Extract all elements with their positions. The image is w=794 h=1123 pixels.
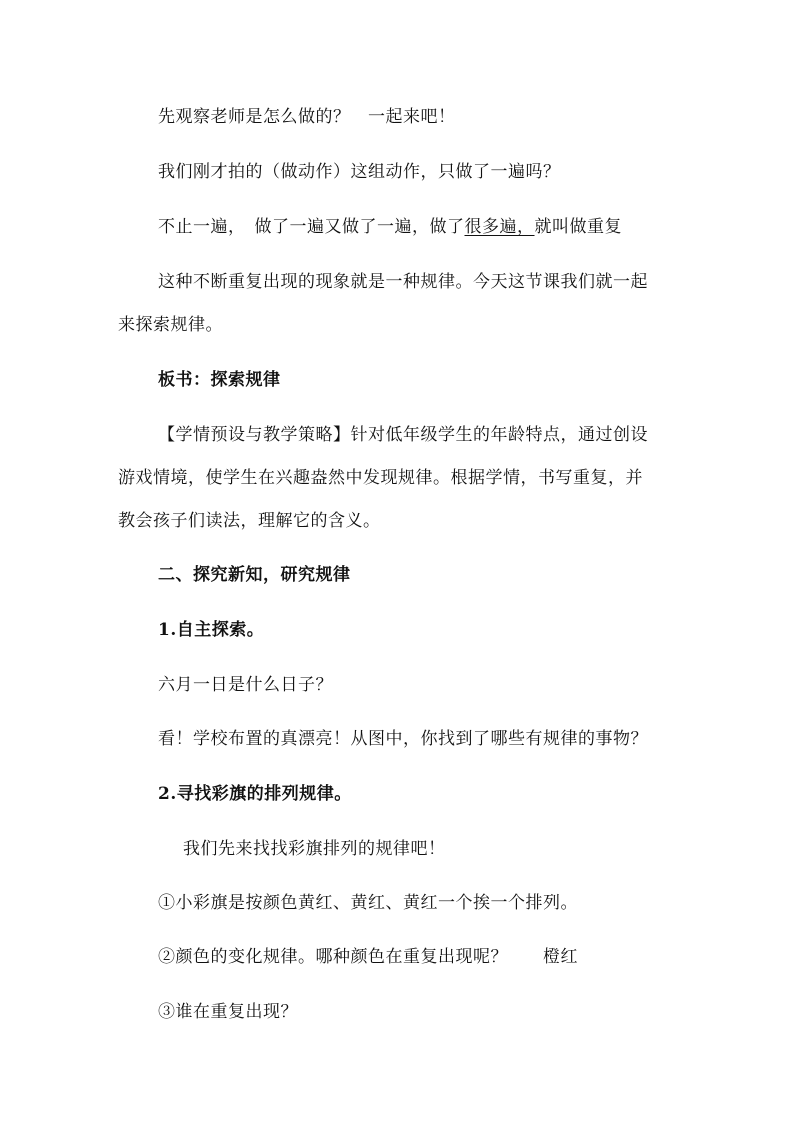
section-heading: 二、探究新知，研究规律 [158,565,351,585]
paragraph-rule-line2: 来探索规律。 [118,315,223,335]
question-date: 六月一日是什么日子？ [158,675,333,695]
circled-item-2: ②颜色的变化规律。哪种颜色在重复出现呢？ 橙红 [158,947,578,967]
question-find: 看！学校布置的真漂亮！从图中，你找到了哪些有规律的事物？ [158,729,648,749]
circled-item-1: ①小彩旗是按颜色黄红、黄红、黄红一个挨一个排列。 [158,893,578,913]
board-heading: 板书：探索规律 [158,370,281,390]
strategy-line3: 教会孩子们读法，理解它的含义。 [118,511,381,531]
paragraph-question: 我们刚才拍的（做动作）这组动作，只做了一遍吗？ [158,162,561,182]
paragraph-rule-line1: 这种不断重复出现的现象就是一种规律。今天这节课我们就一起 [158,272,648,292]
repeat-text-after: 就叫做重复 [534,217,622,237]
paragraph-repeat [158,215,622,239]
circled-item-3: ③谁在重复出现？ [158,1002,298,1022]
paragraph-observe: 先观察老师是怎么做的？ 一起来吧！ [158,107,456,127]
item-heading-1: 1.自主探索。 [158,620,265,640]
repeat-text-before: 不止一遍， 做了一遍又做了一遍，做了 [158,217,465,237]
strategy-line2: 游戏情境，使学生在兴趣盎然中发现规律。根据学情，书写重复，并 [118,468,643,488]
intro-line: 我们先来找找彩旗排列的规律吧！ [183,839,446,859]
item-heading-2: 2.寻找彩旗的排列规律。 [158,784,352,804]
repeat-text-underlined: 很多遍， [464,217,535,237]
strategy-line1: 【学情预设与教学策略】针对低年级学生的年龄特点，通过创设 [158,425,648,445]
